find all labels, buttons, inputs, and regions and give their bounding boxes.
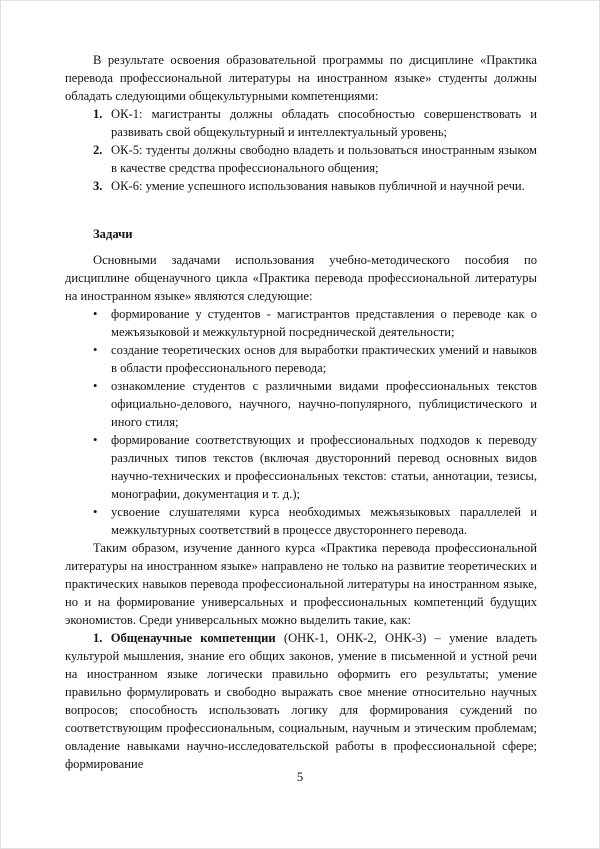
intro-paragraph: В результате освоения образовательной программы по дисциплине «Практика перевода профессиональной литературы на иностранном языке» студенты должны обладать следующими общекультурными компетенциями:: [65, 53, 537, 103]
bullet-item: [65, 377, 537, 431]
bullet-item-text: формирование соответствующих и профессиональных подходов к переводу различных типов текстов (включая двусторонний перевод основных видов научно-технических и профессиональных текстов: статьи, аннотации, тезисы, монографии, документация и т. д.);: [111, 433, 537, 501]
list-number: 1.: [93, 107, 103, 121]
competencies-text: (ОНК-1, ОНК-2, ОНК-3) – умение владеть культурой мышления, знание его общих законов, умение в письменной и устной речи на иностранном языке логически правильно оформить его результаты; умение правильно формулировать и свободно выражать свое мнение относительно научных вопросов; способность использовать логику для формирования суждений по соответствующим профессиональным, социальным, научным и этическим проблемам; овладение навыками научно-исследовательской работы в профессиональной сфере; формирование: [65, 631, 537, 771]
bullet-icon: •: [93, 379, 98, 393]
bullet-item-text: усвоение слушателями курса необходимых межъязыковых параллелей и межкультурных соответствий в процессе двустороннего перевода.: [111, 505, 537, 537]
competencies-numbered-list: [65, 105, 537, 195]
bullet-icon: •: [93, 505, 98, 519]
bullet-item-text: формирование у студентов - магистрантов представления о переводе как о межъязыковой и межкультурной посреднической деятельности;: [111, 307, 537, 339]
list-number: 3.: [93, 179, 103, 193]
section-heading-tasks: Задачи: [93, 227, 133, 241]
list-item-text: ОК-6: умение успешного использования навыков публичной и научной речи.: [111, 179, 525, 193]
bullet-item-text: создание теоретических основ для выработки практических умений и навыков в области профессионального перевода;: [111, 343, 537, 375]
tasks-bullet-list: [65, 305, 537, 539]
bullet-item: [65, 341, 537, 377]
conclusion-paragraph: Таким образом, изучение данного курса «Практика перевода профессиональной литературы на иностранном языке» направлено не только на развитие теоретических и практических навыков перевода профессиональной литературы на иностранном языке, но и на формирование универсальных и профессиональных компетенций будущих экономистов. Среди универсальных можно выделить такие, как:: [65, 541, 537, 627]
bullet-icon: •: [93, 433, 98, 447]
bullet-item: [65, 305, 537, 341]
bullet-item: [65, 503, 537, 539]
page-content: [65, 51, 537, 773]
page-number: 5: [296, 770, 304, 784]
list-number: 2.: [93, 143, 103, 157]
bullet-icon: •: [93, 343, 98, 357]
competencies-paragraph: [65, 629, 537, 773]
competencies-lead: 1. Общенаучные компетенции: [93, 631, 276, 645]
list-item-text: ОК-5: туденты должны свободно владеть и пользоваться иностранным языком в качестве средства профессионального общения;: [111, 143, 537, 175]
tasks-intro-paragraph: Основными задачами использования учебно-методического пособия по дисциплине общенаучного цикла «Практика перевода профессиональной литературы на иностранном языке» являются следующие:: [65, 253, 537, 303]
list-item: [65, 177, 537, 195]
bullet-item: [65, 431, 537, 503]
bullet-item-text: ознакомление студентов с различными видами профессиональных текстов официально-делового, научного, научно-популярного, публицистического и иного стиля;: [111, 379, 537, 429]
bullet-icon: •: [93, 307, 98, 321]
list-item-text: ОК-1: магистранты должны обладать способностью совершенствовать и развивать свой общекультурный и интеллектуальный уровень;: [111, 107, 537, 139]
list-item: [65, 141, 537, 177]
list-item: [65, 105, 537, 141]
